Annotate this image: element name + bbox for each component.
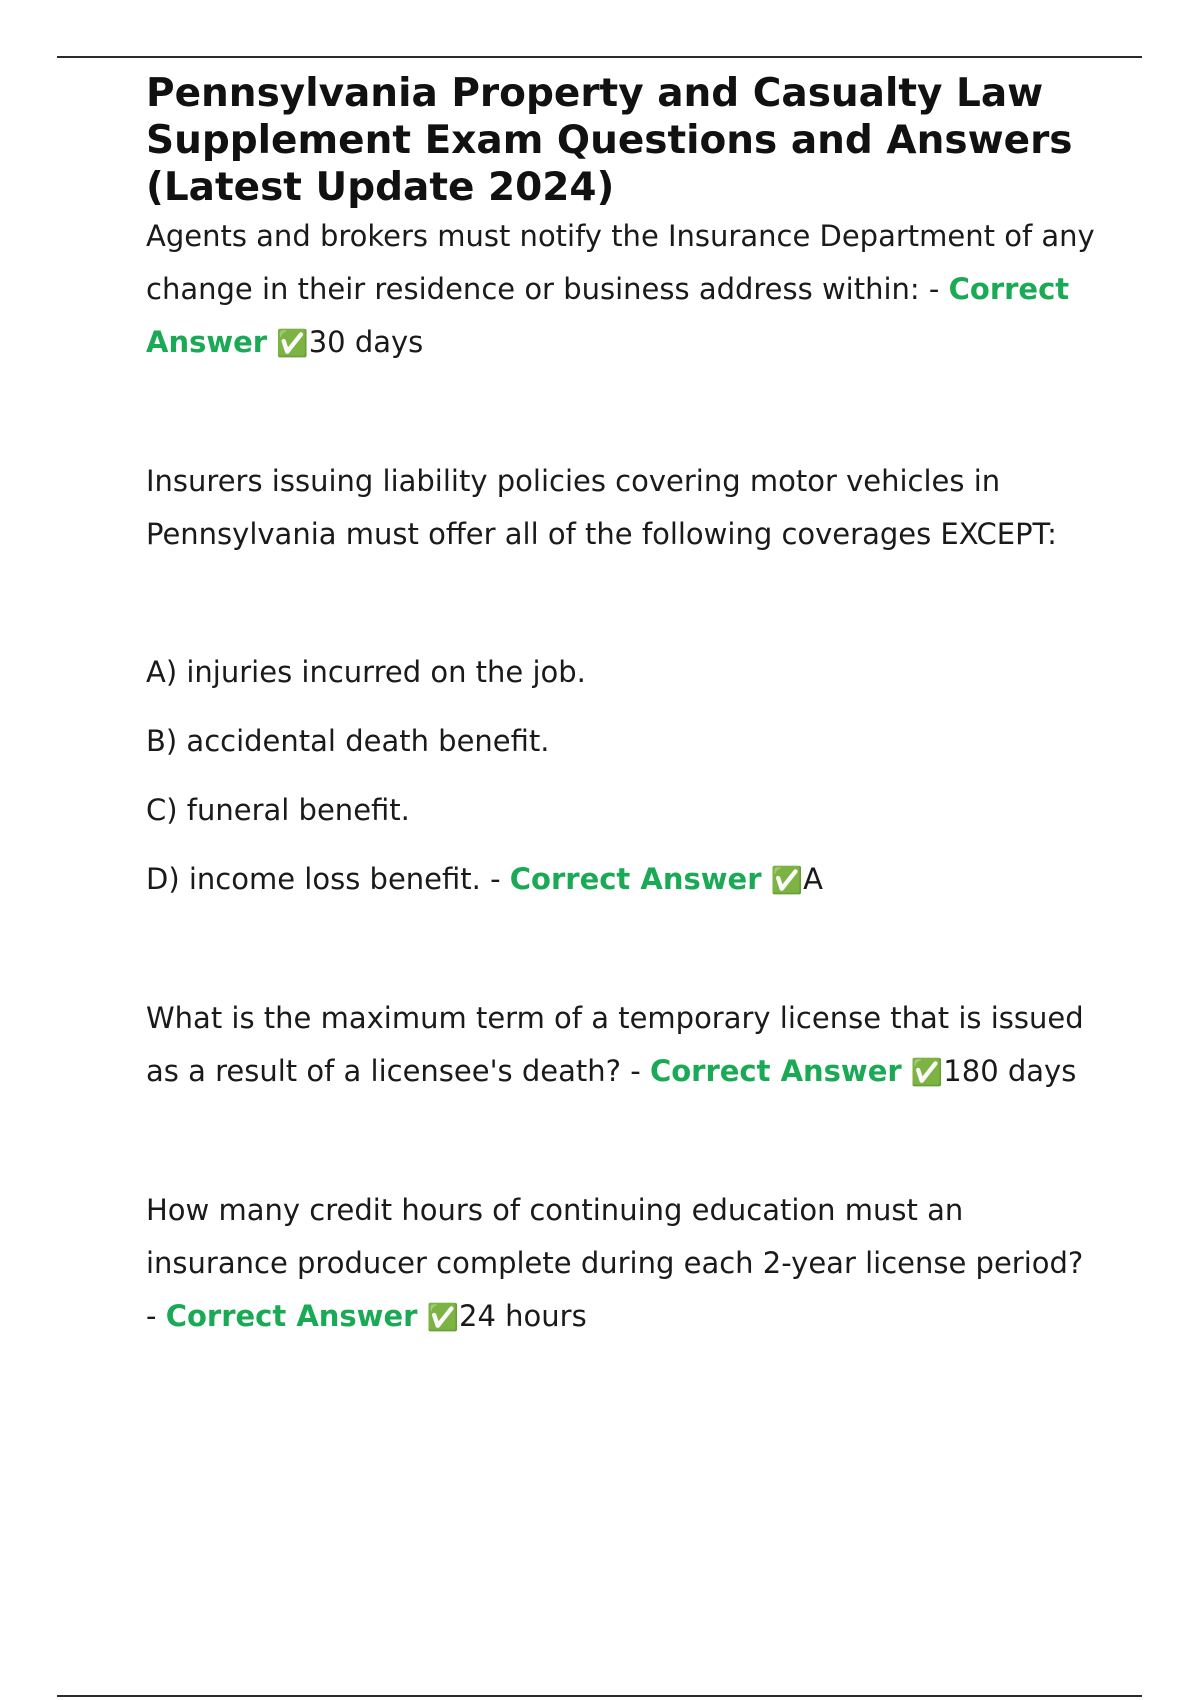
question-1-answer: 30 days bbox=[308, 325, 424, 359]
question-1 bbox=[146, 210, 1096, 371]
question-2 bbox=[146, 455, 1096, 561]
option-d bbox=[146, 853, 1096, 908]
question-3-answer: 180 days bbox=[943, 1054, 1077, 1088]
question-4 bbox=[146, 1184, 1096, 1345]
document-body bbox=[146, 70, 1096, 1345]
option-b: B) accidental death benefit. bbox=[146, 724, 550, 758]
option-c: C) funeral benefit. bbox=[146, 793, 410, 827]
question-2-options bbox=[146, 646, 1096, 908]
bottom-rule bbox=[57, 1695, 1142, 1697]
correct-answer-label: Correct Answer bbox=[165, 1299, 418, 1333]
correct-answer-label: Correct Answer bbox=[146, 272, 1070, 359]
question-1-text: Agents and brokers must notify the Insurance Department of any change in their residence or business address within: - bbox=[146, 219, 1095, 306]
top-rule bbox=[57, 56, 1142, 58]
check-icon: ✅ bbox=[910, 1058, 944, 1088]
question-4-text: How many credit hours of continuing education must an insurance producer complete during each 2-year license period? - bbox=[146, 1193, 1084, 1333]
question-4-answer: 24 hours bbox=[459, 1299, 587, 1333]
check-icon: ✅ bbox=[276, 329, 309, 359]
correct-answer-label: Correct Answer bbox=[509, 862, 762, 896]
question-2-answer: A bbox=[803, 862, 823, 896]
check-icon: ✅ bbox=[426, 1303, 460, 1333]
question-3 bbox=[146, 992, 1096, 1100]
option-a: A) injuries incurred on the job. bbox=[146, 655, 586, 689]
check-icon: ✅ bbox=[770, 866, 804, 896]
document-title: Pennsylvania Property and Casualty Law Supplement Exam Questions and Answers (Latest Update 2024) bbox=[146, 71, 1073, 210]
correct-answer-label: Correct Answer bbox=[649, 1054, 902, 1088]
question-3-text: What is the maximum term of a temporary license that is issued as a result of a licensee's death? - bbox=[146, 1001, 1084, 1088]
question-2-text: Insurers issuing liability policies covering motor vehicles in Pennsylvania must offer all of the following coverages EXCEPT: bbox=[146, 464, 1057, 551]
option-d-text: D) income loss benefit. - bbox=[146, 862, 510, 896]
